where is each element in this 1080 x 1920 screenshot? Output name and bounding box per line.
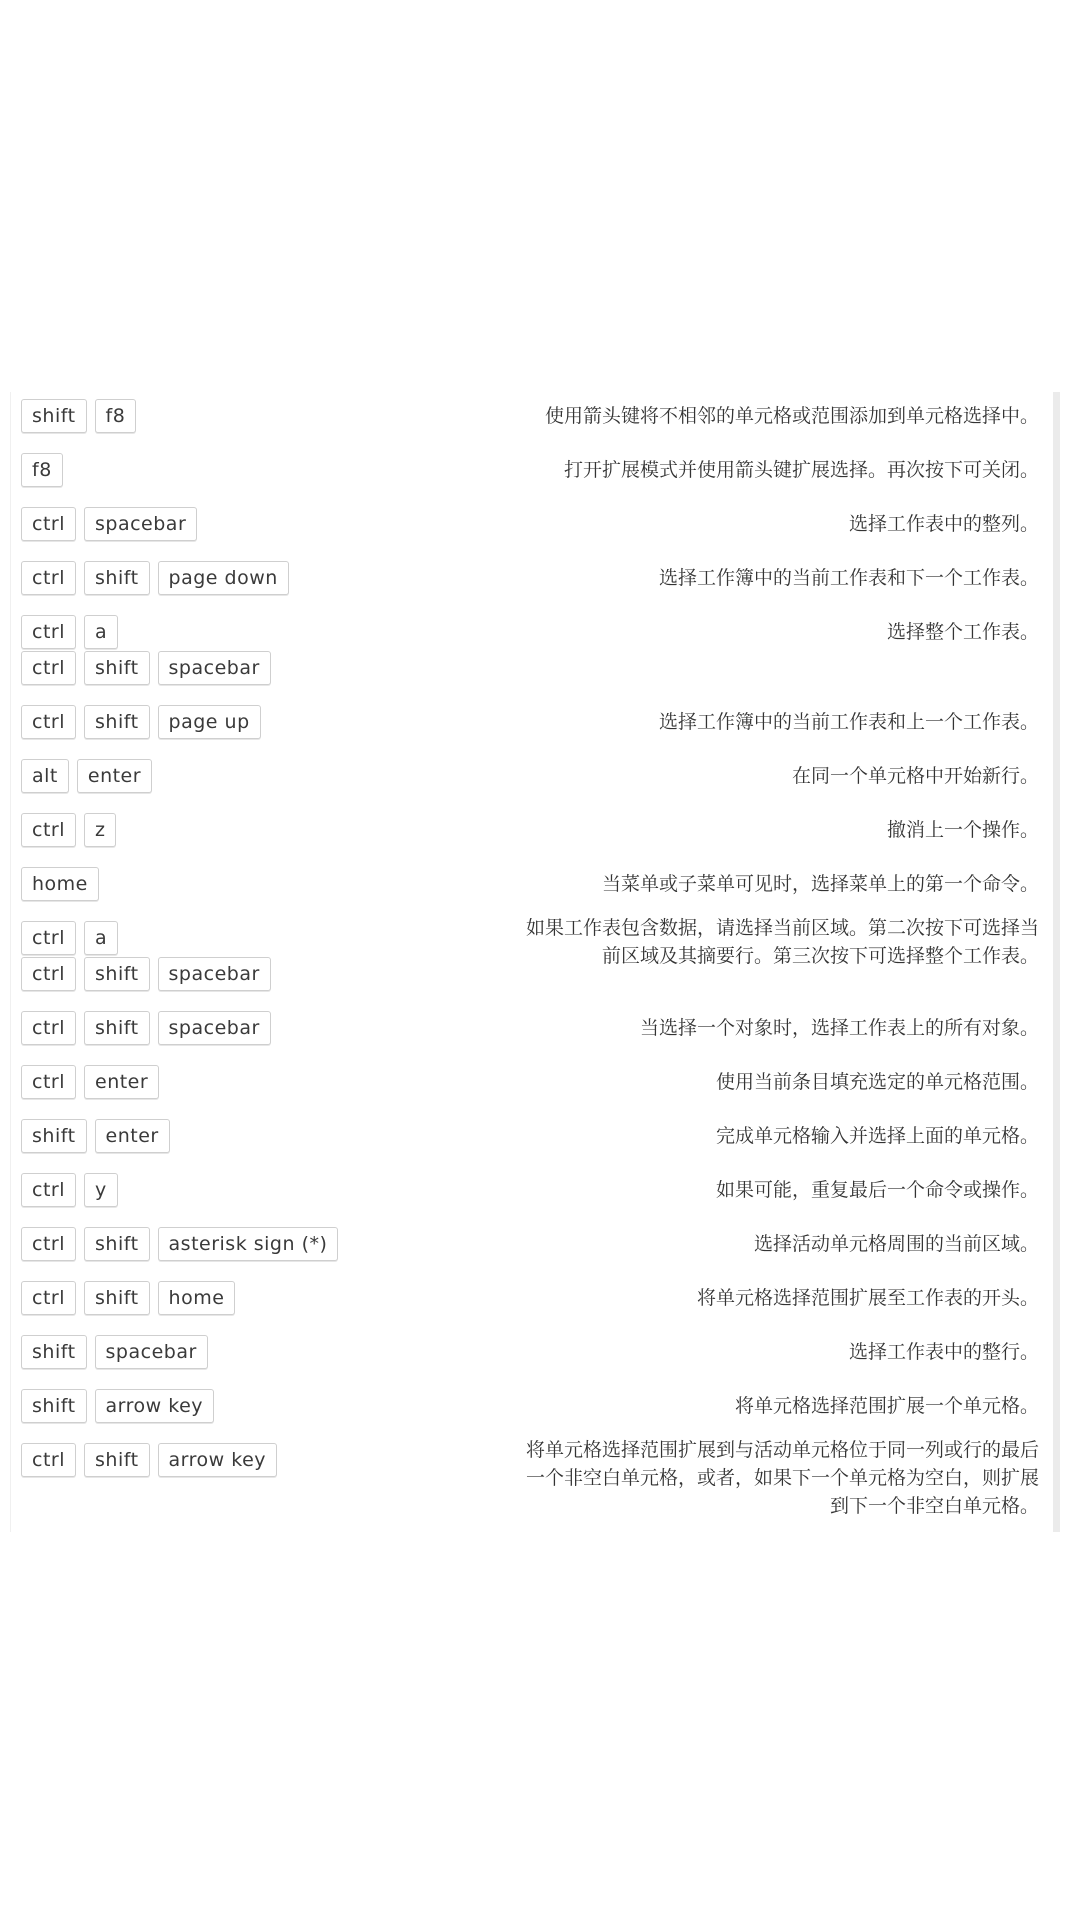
- shortcut-description: 将单元格选择范围扩展到与活动单元格位于同一列或行的最后一个非空白单元格，或者，如果下一个单元格为空白，则扩展到下一个非空白单元格。: [525, 1439, 1039, 1517]
- key-cap: shift: [21, 399, 87, 433]
- key-cap: spacebar: [158, 1011, 271, 1045]
- key-cap: arrow key: [158, 1443, 277, 1477]
- key-cap: enter: [77, 759, 152, 793]
- key-cap: spacebar: [84, 507, 197, 541]
- key-cap: alt: [21, 759, 69, 793]
- shortcut-keys: [21, 920, 279, 992]
- key-cap: ctrl: [21, 651, 76, 685]
- key-cap: shift: [21, 1335, 87, 1369]
- shortcut-keys: [21, 1442, 285, 1478]
- key-cap: home: [158, 1281, 236, 1315]
- shortcut-description: 将单元格选择范围扩展至工作表的开头。: [696, 1287, 1039, 1309]
- shortcut-keys: [21, 1226, 346, 1262]
- shortcut-description: 选择活动单元格周围的当前区域。: [753, 1233, 1039, 1255]
- key-cap: shift: [84, 651, 150, 685]
- key-combination: [21, 1172, 126, 1208]
- key-combination: [21, 920, 279, 956]
- key-cap: shift: [84, 561, 150, 595]
- shortcut-keys: [21, 1064, 167, 1100]
- shortcut-description: 如果工作表包含数据，请选择当前区域。第二次按下可选择当前区域及其摘要行。第三次按下可选择整个工作表。: [525, 917, 1039, 967]
- key-cap: shift: [84, 1281, 150, 1315]
- key-cap: ctrl: [21, 1011, 76, 1045]
- key-cap: enter: [84, 1065, 159, 1099]
- shortcut-keys: [21, 1388, 222, 1424]
- shortcut-keys: [21, 506, 205, 542]
- shortcut-description: 选择工作表中的整行。: [848, 1341, 1039, 1363]
- shortcut-description: 当菜单或子菜单可见时，选择菜单上的第一个命令。: [601, 873, 1039, 895]
- key-combination: [21, 1388, 222, 1424]
- shortcut-keys: [21, 398, 144, 434]
- shortcut-description: 将单元格选择范围扩展一个单元格。: [734, 1395, 1039, 1417]
- key-cap: f8: [21, 453, 63, 487]
- key-combination: [21, 1280, 243, 1316]
- shortcut-description: 选择整个工作表。: [886, 621, 1039, 643]
- key-cap: page up: [158, 705, 261, 739]
- key-cap: ctrl: [21, 561, 76, 595]
- key-cap: ctrl: [21, 921, 76, 955]
- key-combination: [21, 1334, 216, 1370]
- key-combination: [21, 560, 297, 596]
- key-cap: ctrl: [21, 615, 76, 649]
- shortcut-description: 在同一个单元格中开始新行。: [791, 765, 1039, 787]
- shortcut-table: [10, 392, 1060, 1532]
- key-cap: spacebar: [158, 651, 271, 685]
- key-cap: ctrl: [21, 813, 76, 847]
- key-cap: asterisk sign (*): [158, 1227, 339, 1261]
- shortcut-keys: [21, 758, 160, 794]
- shortcut-keys: [21, 704, 269, 740]
- key-cap: f8: [95, 399, 137, 433]
- key-combination: [21, 758, 160, 794]
- key-cap: shift: [84, 705, 150, 739]
- shortcut-description: 使用当前条目填充选定的单元格范围。: [715, 1071, 1039, 1093]
- key-cap: ctrl: [21, 705, 76, 739]
- key-cap: arrow key: [95, 1389, 214, 1423]
- shortcut-description: 撤消上一个操作。: [886, 819, 1039, 841]
- key-cap: shift: [84, 1443, 150, 1477]
- key-combination: [21, 452, 71, 488]
- shortcut-keys: [21, 866, 107, 902]
- key-combination: [21, 1010, 279, 1046]
- key-cap: page down: [158, 561, 289, 595]
- key-cap: shift: [84, 957, 150, 991]
- key-cap: a: [84, 921, 118, 955]
- key-cap: shift: [21, 1389, 87, 1423]
- shortcut-description: 当选择一个对象时，选择工作表上的所有对象。: [639, 1017, 1039, 1039]
- shortcut-keys: [21, 452, 71, 488]
- shortcut-description: 选择工作簿中的当前工作表和上一个工作表。: [658, 711, 1039, 733]
- key-combination: [21, 812, 124, 848]
- shortcut-description: 使用箭头键将不相邻的单元格或范围添加到单元格选择中。: [544, 405, 1039, 427]
- key-cap: shift: [84, 1227, 150, 1261]
- key-combination: [21, 956, 279, 992]
- key-combination: [21, 1118, 178, 1154]
- key-combination: [21, 614, 279, 650]
- key-cap: ctrl: [21, 1173, 76, 1207]
- shortcut-keys: [21, 1118, 178, 1154]
- key-combination: [21, 1442, 285, 1478]
- key-cap: spacebar: [95, 1335, 208, 1369]
- key-cap: enter: [95, 1119, 170, 1153]
- shortcut-description: 打开扩展模式并使用箭头键扩展选择。再次按下可关闭。: [563, 459, 1039, 481]
- key-cap: ctrl: [21, 1227, 76, 1261]
- shortcut-description: 选择工作表中的整列。: [848, 513, 1039, 535]
- shortcut-description: 完成单元格输入并选择上面的单元格。: [715, 1125, 1039, 1147]
- shortcut-keys: [21, 1172, 126, 1208]
- key-combination: [21, 650, 279, 686]
- key-cap: ctrl: [21, 507, 76, 541]
- key-combination: [21, 1064, 167, 1100]
- shortcut-description: 如果可能，重复最后一个命令或操作。: [715, 1179, 1039, 1201]
- shortcut-keys: [21, 560, 297, 596]
- key-cap: z: [84, 813, 116, 847]
- shortcut-keys: [21, 1010, 279, 1046]
- key-cap: ctrl: [21, 1065, 76, 1099]
- key-cap: spacebar: [158, 957, 271, 991]
- key-cap: a: [84, 615, 118, 649]
- shortcut-description: 选择工作簿中的当前工作表和下一个工作表。: [658, 567, 1039, 589]
- key-combination: [21, 866, 107, 902]
- key-cap: ctrl: [21, 957, 76, 991]
- key-cap: home: [21, 867, 99, 901]
- shortcut-keys: [21, 1334, 216, 1370]
- key-cap: shift: [84, 1011, 150, 1045]
- key-cap: y: [84, 1173, 118, 1207]
- key-combination: [21, 398, 144, 434]
- key-combination: [21, 506, 205, 542]
- shortcut-keys: [21, 614, 279, 686]
- shortcut-keys: [21, 812, 124, 848]
- key-cap: shift: [21, 1119, 87, 1153]
- key-combination: [21, 704, 269, 740]
- key-combination: [21, 1226, 346, 1262]
- key-cap: ctrl: [21, 1443, 76, 1477]
- key-cap: ctrl: [21, 1281, 76, 1315]
- shortcut-keys: [21, 1280, 243, 1316]
